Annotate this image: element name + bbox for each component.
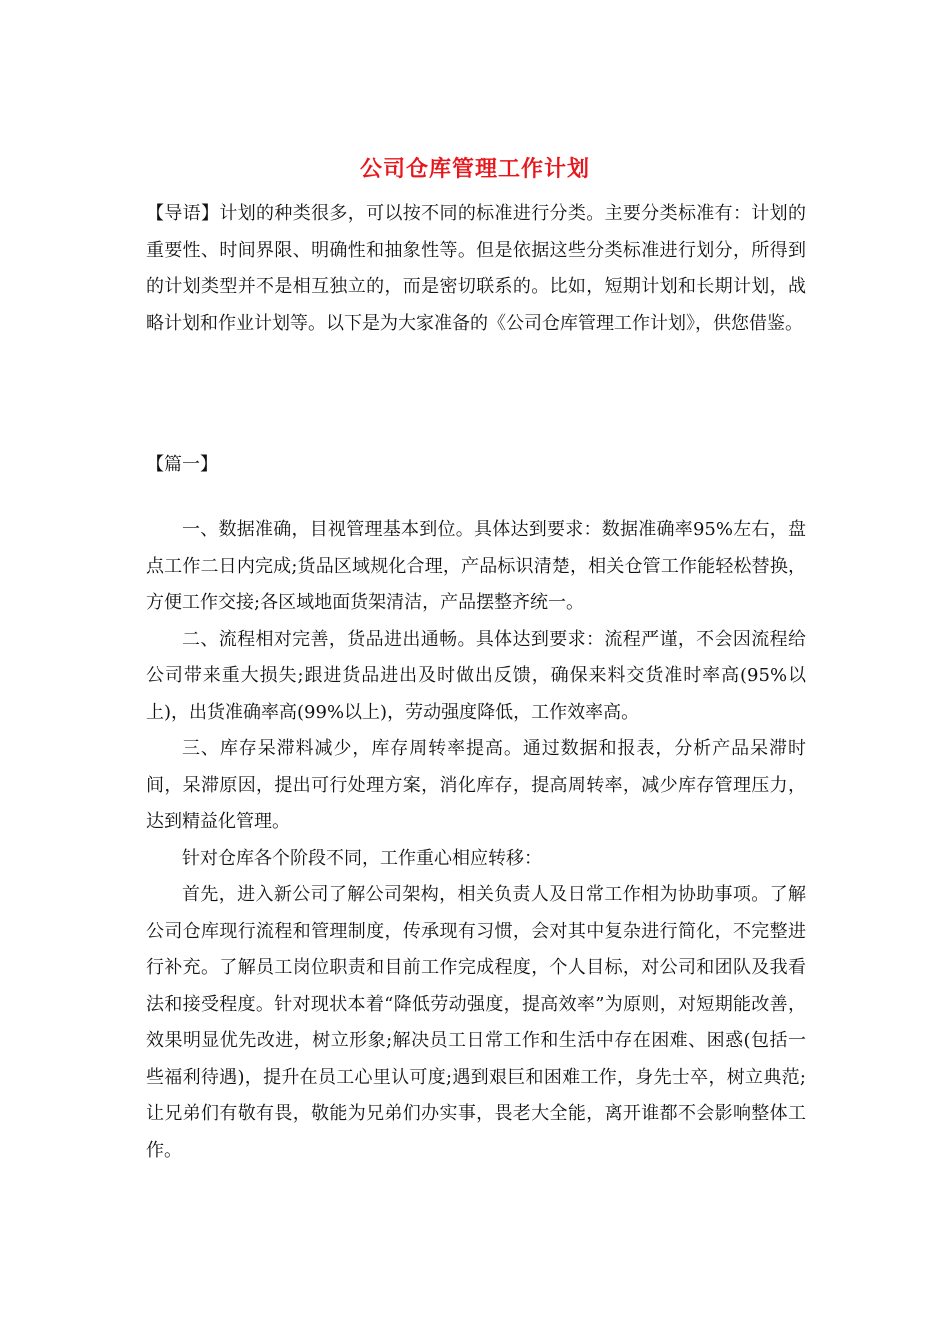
section-label: 【篇一】 [146,454,218,475]
document-title: 公司仓库管理工作计划 [359,156,590,182]
intro-paragraph: 【导语】计划的种类很多，可以按不同的标准进行分类。主要分类标准有：计划的重要性、时间界限、明确性和抽象性等。但是依据这些分类标准进行划分，所得到的计划类型并不是相互独立的，而是密切联系的。比如，短期计划和长期计划，战略计划和作业计划等。以下是为大家准备的《公司仓库管理工作计划》，供您借鉴。 [146,203,806,334]
body-text [146,512,806,1169]
paragraph-3: 三、库存呆滞料减少，库存周转率提高。通过数据和报表，分析产品呆滞时间，呆滞原因，提出可行处理方案，消化库存，提高周转率，减少库存管理压力，达到精益化管理。 [146,738,806,832]
paragraph-4: 针对仓库各个阶段不同，工作重心相应转移： [182,847,542,869]
paragraph-1: 一、数据准确，目视管理基本到位。具体达到要求：数据准确率95%左右，盘点工作二日内完成;货品区域规化合理，产品标识清楚，相关仓管工作能轻松替换，方便工作交接;各区域地面货架清洁，产品摆整齐统一。 [146,519,806,613]
paragraph-2: 二、流程相对完善，货品进出通畅。具体达到要求：流程严谨，不会因流程给公司带来重大损失;跟进货品进出及时做出反馈，确保来料交货准时率高(95%以上)，出货准确率高(99%以上)，劳动强度降低，工作效率高。 [146,628,806,723]
paragraph-5: 首先，进入新公司了解公司架构，相关负责人及日常工作相为协助事项。了解公司仓库现行流程和管理制度，传承现有习惯，会对其中复杂进行简化，不完整进行补充。了解员工岗位职责和目前工作完成程度，个人目标，对公司和团队及我看法和接受程度。针对现状本着“降低劳动强度，提高效率”为原则，对短期能改善，效果明显优先改进，树立形象;解决员工日常工作和生活中存在困难、困惑(包括一些福利待遇)，提升在员工心里认可度;遇到艰巨和困难工作，身先士卒，树立典范;让兄弟们有敬有畏，敬能为兄弟们办实事，畏老大全能，离开谁都不会影响整体工作。 [146,884,806,1161]
